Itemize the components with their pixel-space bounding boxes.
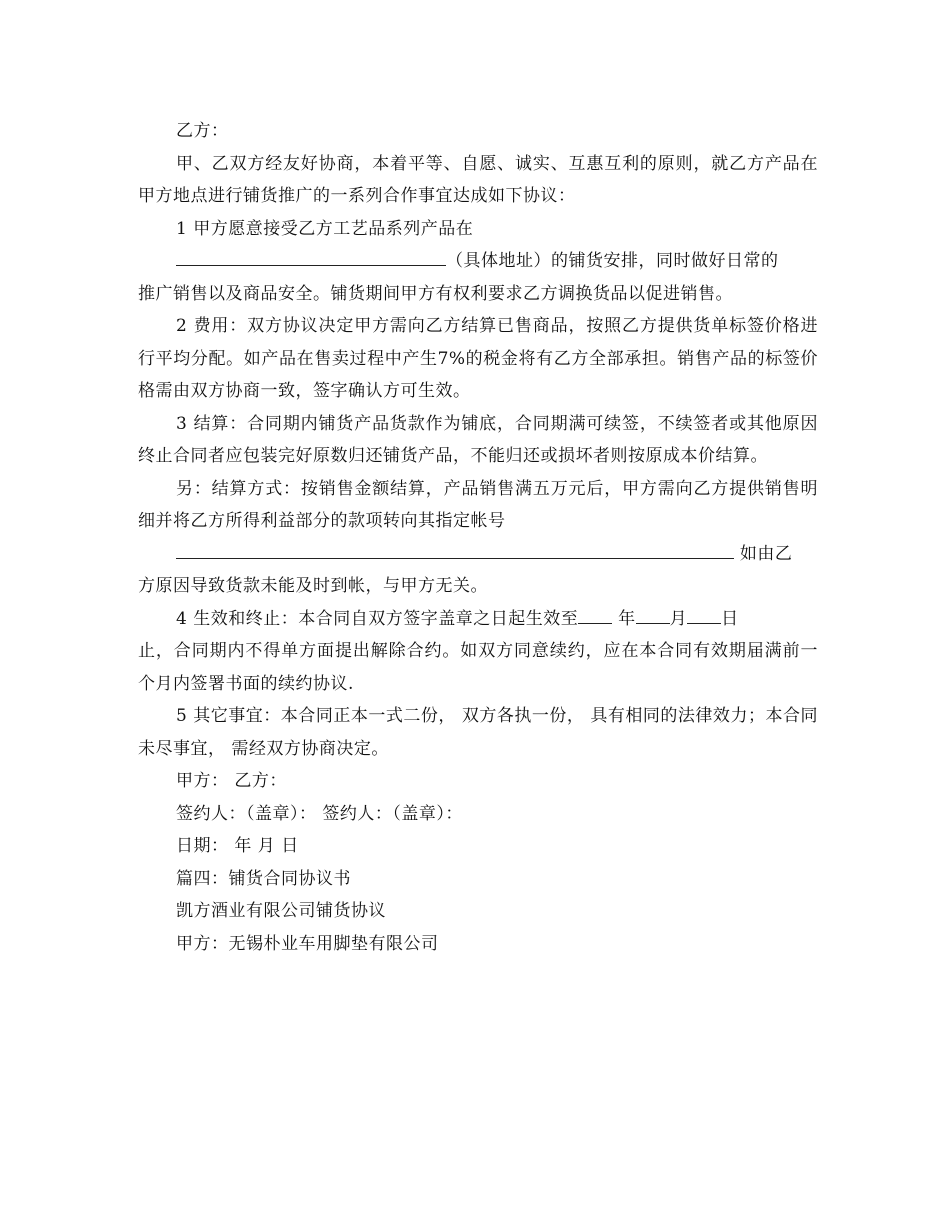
- party-a-name: 甲方：无锡朴业车用脚垫有限公司: [176, 933, 439, 954]
- clause-4-rest: 止，合同期内不得单方面提出解除合约。如双方同意续约，应在本合同有效期届满前一个月内签署书面的续约协议.: [138, 641, 818, 694]
- clause-1-address-line: [138, 245, 818, 278]
- clause-5: 5 其它事宜：本合同正本一式二份， 双方各执一份， 具有相同的法律效力；本合同未尽事宜， 需经双方协商决定。: [138, 706, 818, 759]
- clause-1-rest: 推广销售以及商品安全。铺货期间甲方有权利要求乙方调换货品以促进销售。: [138, 283, 733, 304]
- month-label: 月: [669, 608, 688, 629]
- clause-2: 2 费用：双方协议决定甲方需向乙方结算已售商品，按照乙方提供货单标签价格进行平均分配。如产品在售卖过程中产生7%的税金将有乙方全部承担。销售产品的标签价格需由双方协商一致，签字确认方可生效。: [138, 316, 818, 401]
- party-b-heading: 乙方：: [176, 121, 229, 141]
- year-label: 年: [612, 608, 636, 629]
- clause-4: [138, 603, 818, 701]
- month-blank: [636, 605, 670, 624]
- clause-1: [138, 213, 818, 311]
- clause-3: 3 结算：合同期内铺货产品货款作为铺底，合同期满可续签，不续签者或其他原因终止合同者应包装完好原数归还铺货产品，不能归还或损坏者则按原成本价结算。: [138, 413, 818, 466]
- intro-paragraph: 甲、乙双方经友好协商，本着平等、自愿、诚实、互惠互利的原则，就乙方产品在甲方地点进行铺货推广的一系列合作事宜达成如下协议：: [138, 153, 818, 206]
- settlement-after-blank: 如由乙: [734, 543, 793, 564]
- signature-date: 日期： 年 月 日: [176, 836, 299, 856]
- settlement-clause: [138, 473, 818, 603]
- settlement-account-line: [138, 538, 818, 571]
- account-blank: [176, 540, 734, 559]
- clause-1-after-blank: （具体地址）的铺货安排，同时做好日常的: [446, 251, 779, 271]
- clause-1-line1: 1 甲方愿意接受乙方工艺品系列产品在: [176, 218, 474, 239]
- clause-4-part1: 4 生效和终止：本合同自双方签字盖章之日起生效至: [176, 608, 579, 629]
- signature-parties: 甲方： 乙方：: [176, 771, 287, 791]
- signature-signers: 签约人：（盖章）： 签约人：（盖章）：: [176, 803, 463, 824]
- clause-4-line1: [138, 603, 818, 636]
- year-blank: [578, 605, 612, 624]
- agreement-subtitle: 凯方酒业有限公司铺货协议: [176, 901, 386, 921]
- document-body: [138, 115, 818, 960]
- address-blank: [176, 247, 446, 266]
- section-title: 篇四：铺货合同协议书: [176, 868, 351, 889]
- settlement-line1: 另：结算方式：按销售金额结算，产品销售满五万元后，甲方需向乙方提供销售明细并将乙方所得利益部分的款项转向其指定帐号: [138, 478, 818, 531]
- settlement-rest: 方原因导致货款未能及时到帐，与甲方无关。: [138, 576, 488, 596]
- day-blank: [687, 605, 721, 624]
- day-label: 日: [721, 608, 739, 629]
